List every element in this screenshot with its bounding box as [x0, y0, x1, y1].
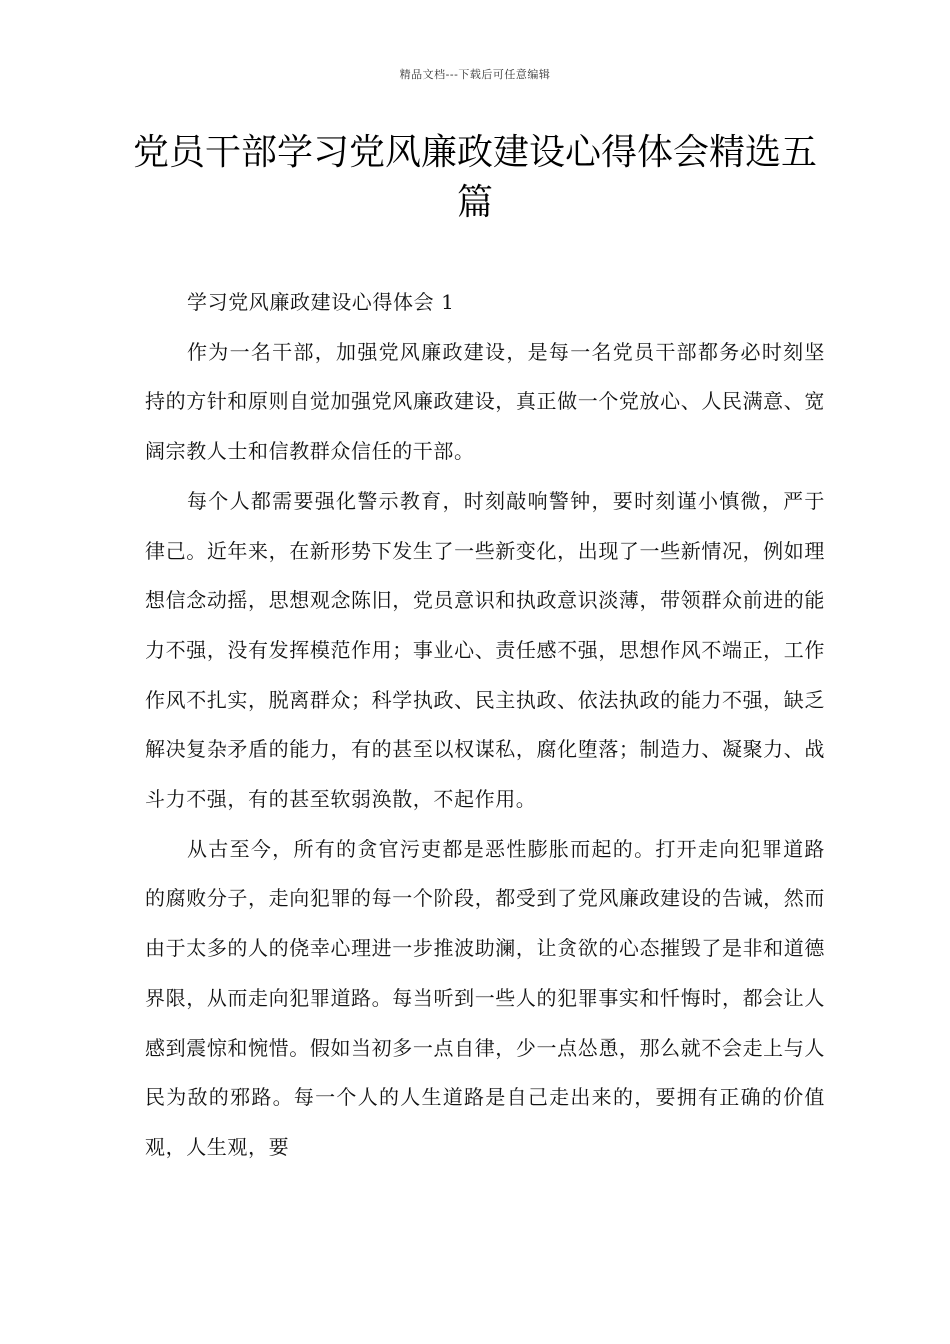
paragraph: 从古至今，所有的贪官污吏都是恶性膨胀而起的。打开走向犯罪道路的腐败分子，走向犯罪的每一个阶段，都受到了党风廉政建设的告诫，然而由于太多的人的侥幸心理进一步推波助澜，让贪欲的心态摧毁了是非和道德界限，从而走向犯罪道路。每当听到一些人的犯罪事实和忏悔时，都会让人感到震惊和惋惜。假如当初多一点自律，少一点怂恿，那么就不会走上与人民为敌的邪路。每一个人的人生道路是自己走出来的，要拥有正确的价值观，人生观，要	[145, 836, 825, 1159]
paragraph: 作为一名干部，加强党风廉政建设，是每一名党员干部都务必时刻坚持的方针和原则自觉加强党风廉政建设，真正做一个党放心、人民满意、宽阔宗教人士和信教群众信任的干部。	[145, 339, 825, 464]
document-title: 党员干部学习党风廉政建设心得体会精选五篇	[132, 132, 817, 223]
header-note: 精品文档---下载后可任意编辑	[399, 68, 551, 81]
document-body	[145, 278, 825, 1173]
paragraph: 每个人都需要强化警示教育，时刻敲响警钟，要时刻谨小慎微，严于律己。近年来，在新形势下发生了一些新变化，出现了一些新情况，例如理想信念动摇，思想观念陈旧，党员意识和执政意识淡薄，带领群众前进的能力不强，没有发挥模范作用；事业心、责任感不强，思想作风不端正，工作作风不扎实，脱离群众；科学执政、民主执政、依法执政的能力不强，缺乏解决复杂矛盾的能力，有的甚至以权谋私，腐化堕落；制造力、凝聚力、战斗力不强，有的甚至软弱涣散，不起作用。	[145, 488, 825, 812]
section-heading: 学习党风廉政建设心得体会 1	[187, 290, 455, 314]
